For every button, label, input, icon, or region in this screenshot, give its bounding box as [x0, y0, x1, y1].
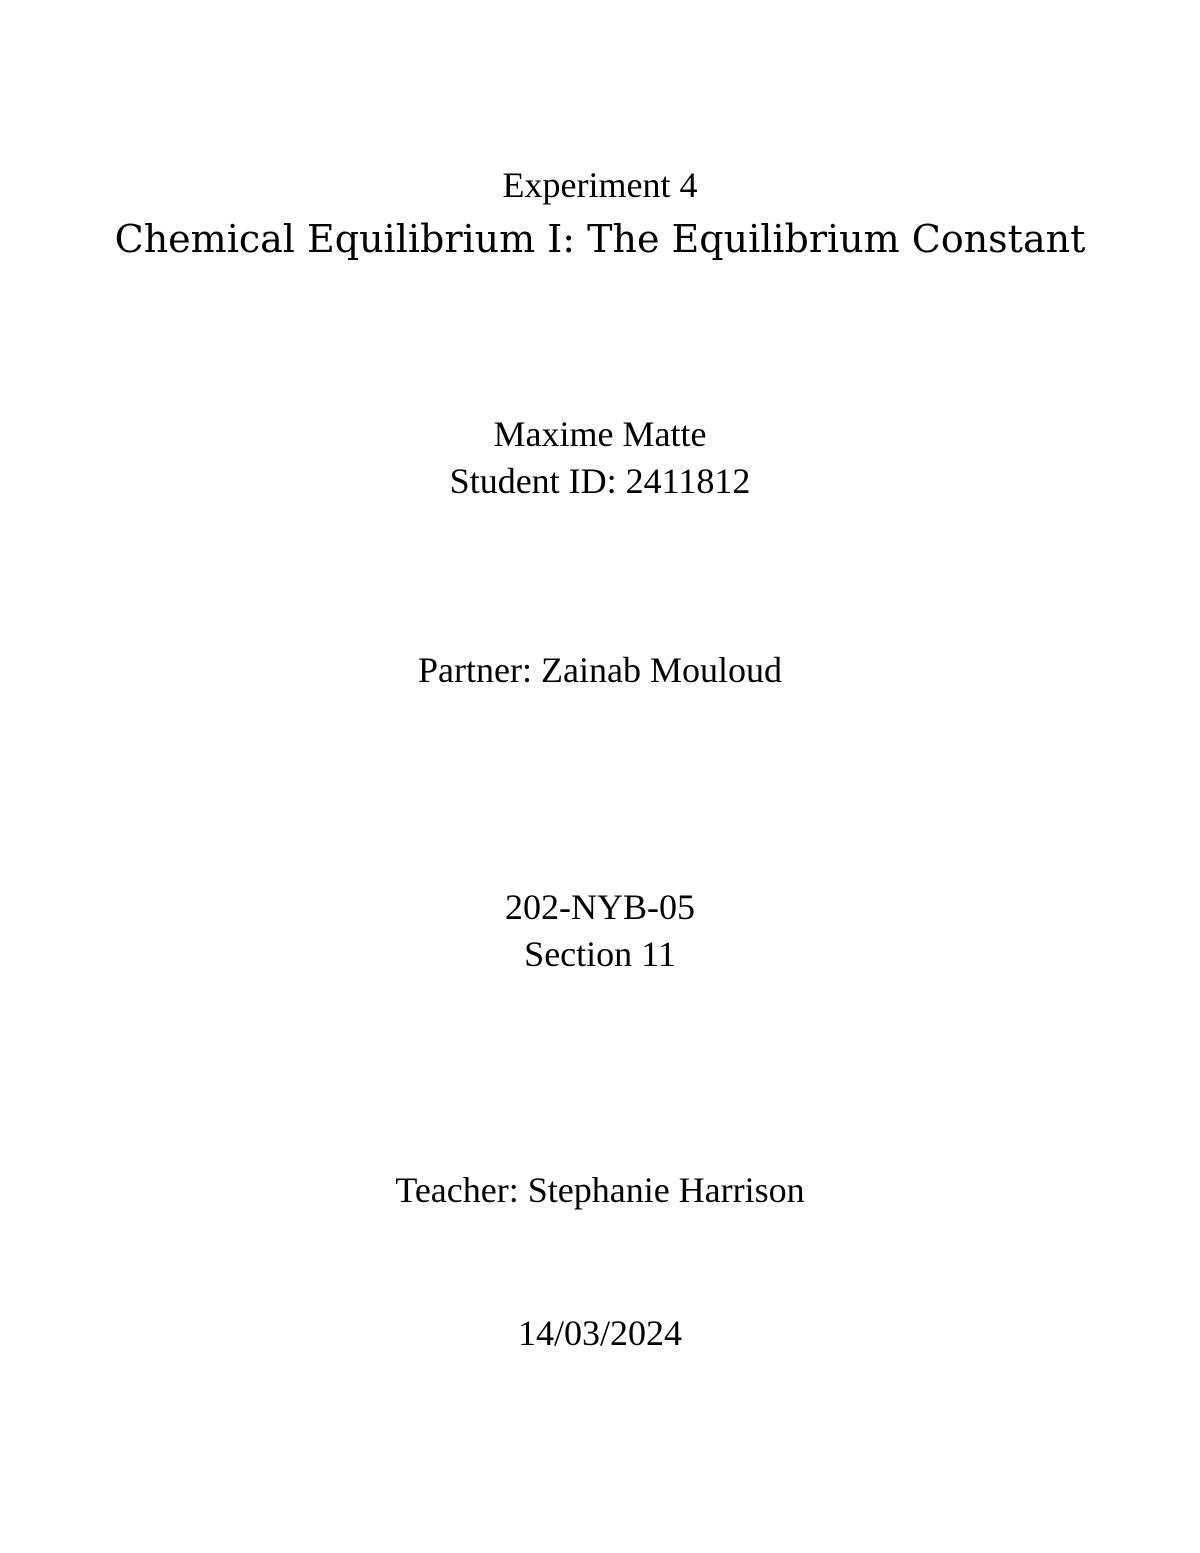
report-date: 14/03/2024	[517, 1313, 682, 1353]
report-title: Chemical Equilibrium I: The Equilibrium Constant	[114, 217, 1086, 261]
teacher-name: Teacher: Stephanie Harrison	[395, 1170, 805, 1210]
section-number: Section 11	[524, 934, 676, 974]
partner-name: Partner: Zainab Mouloud	[418, 650, 782, 690]
course-code: 202-NYB-05	[505, 887, 695, 927]
student-id: Student ID: 2411812	[449, 461, 751, 501]
student-name: Maxime Matte	[493, 414, 707, 454]
experiment-number: Experiment 4	[502, 165, 698, 205]
